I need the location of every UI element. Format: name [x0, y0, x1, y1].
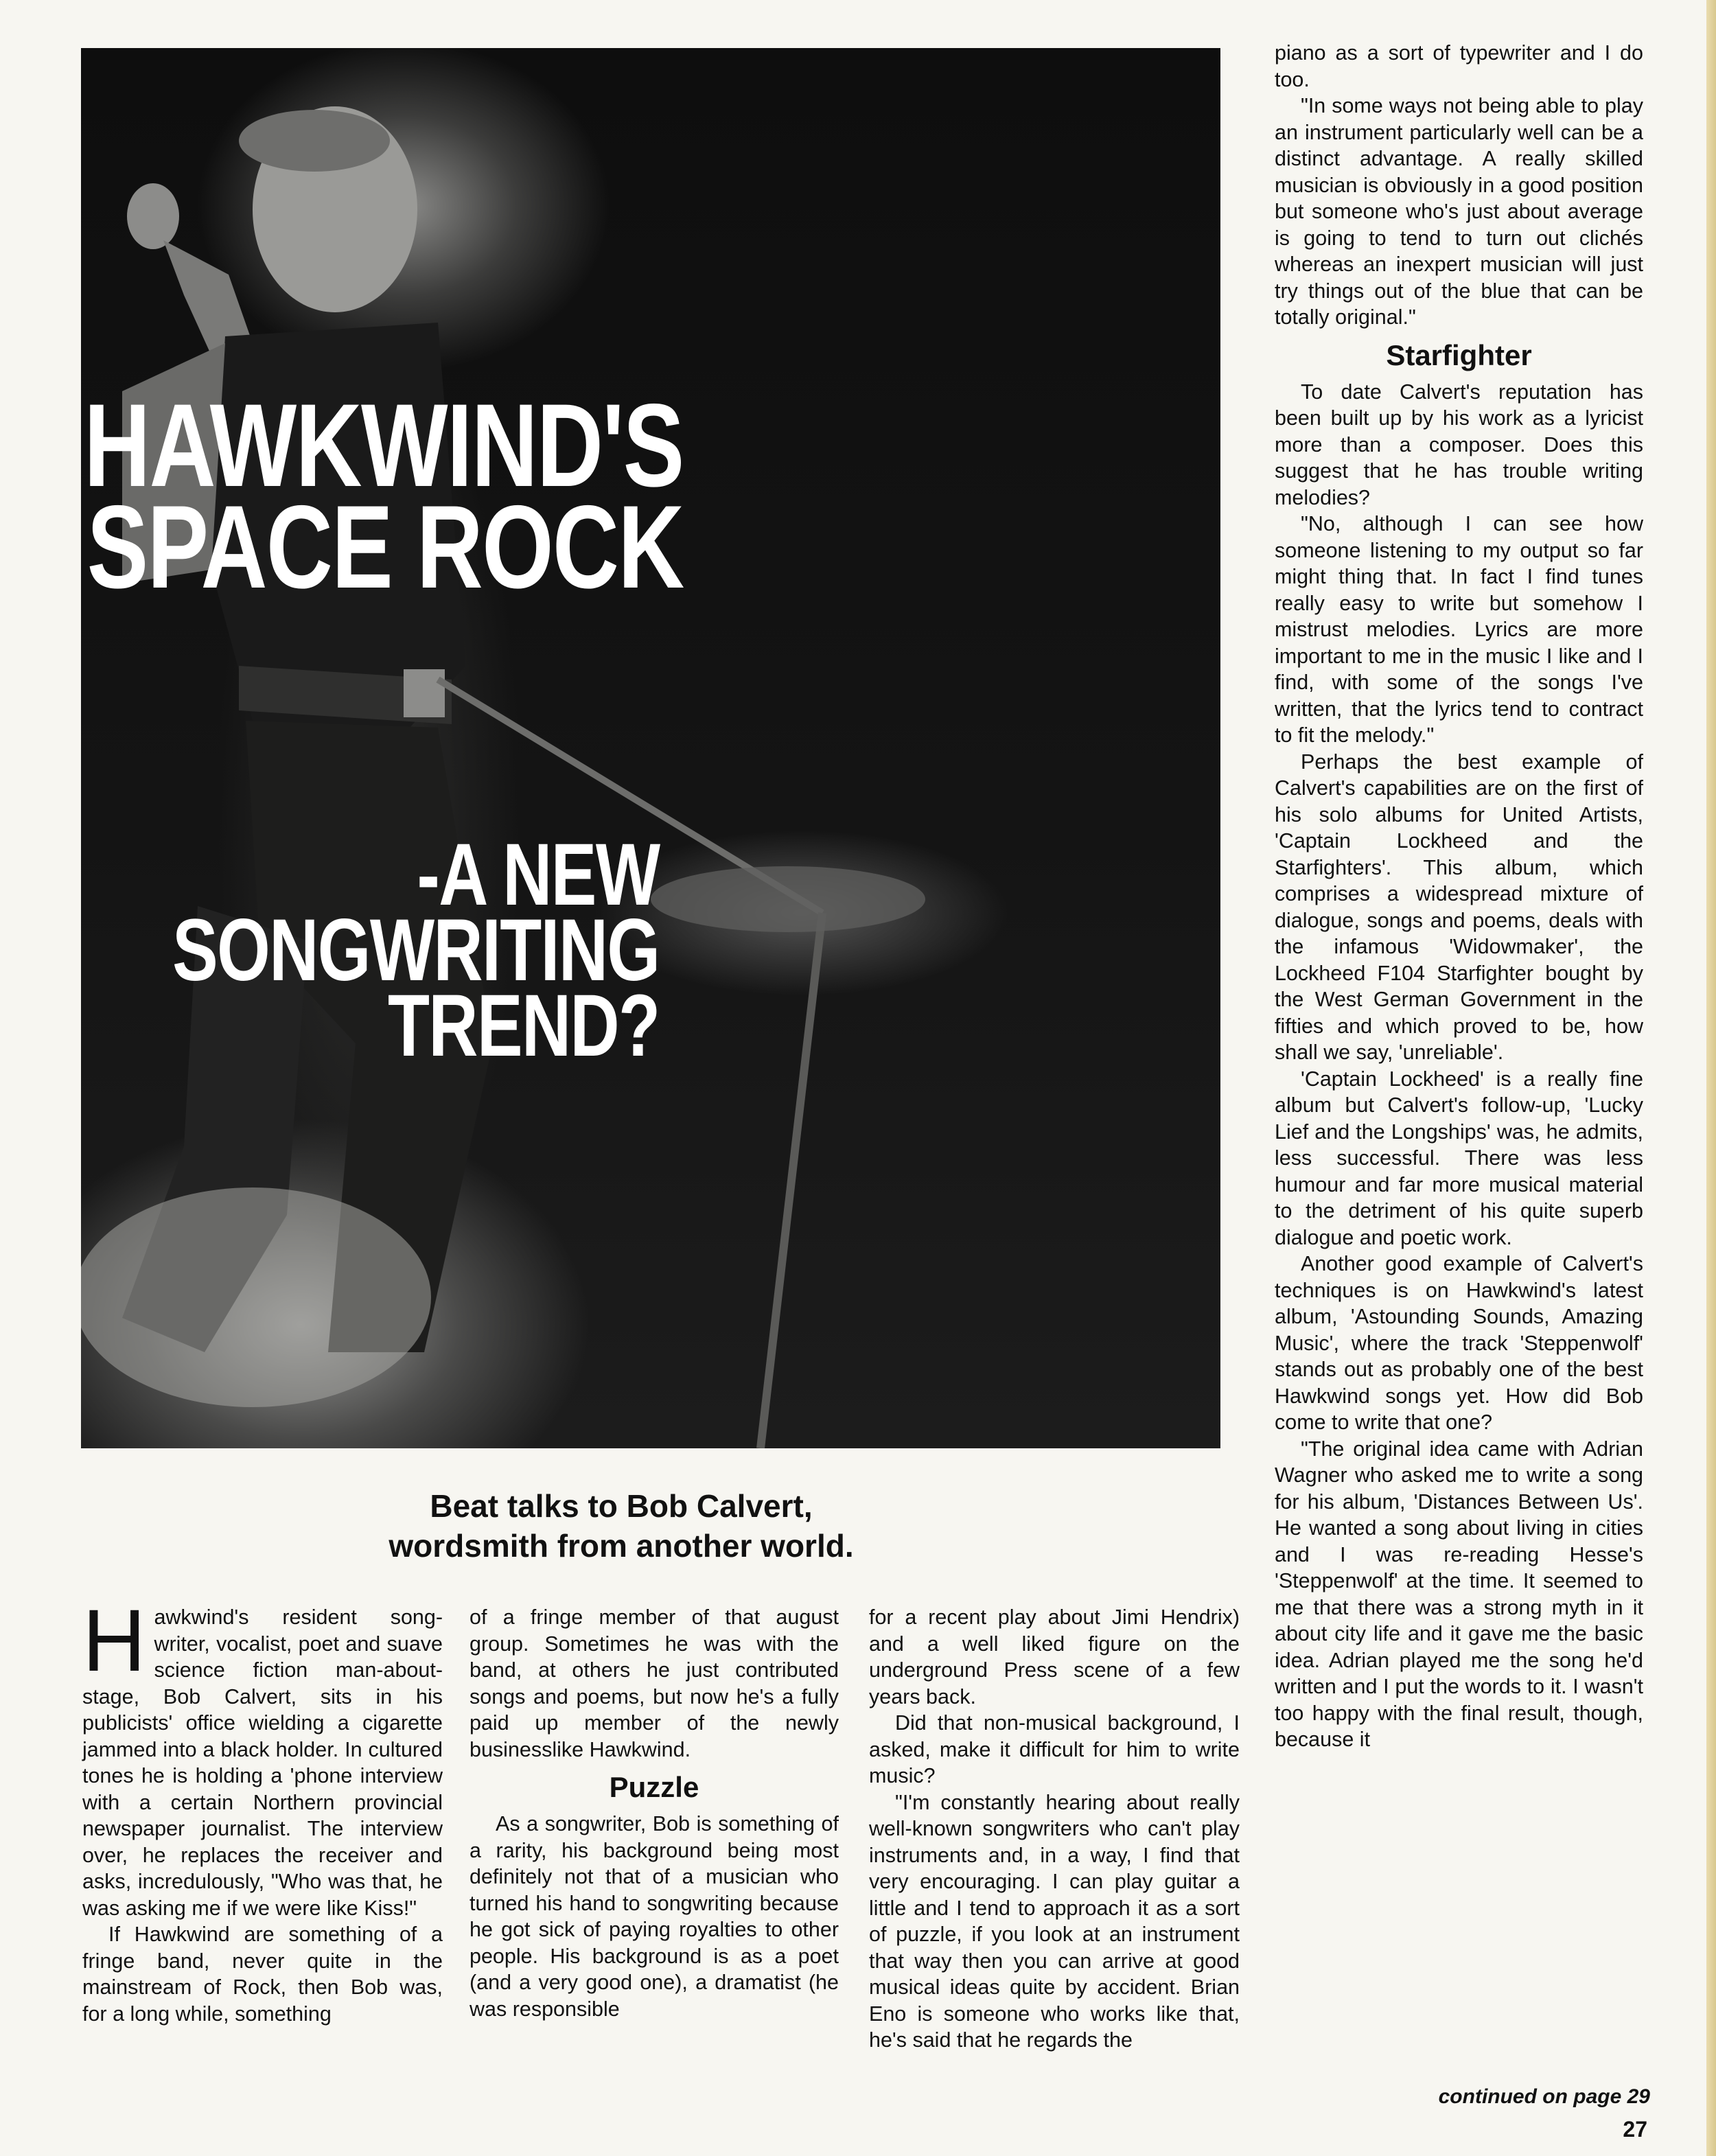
- performer-silhouette: [81, 48, 1220, 1448]
- paragraph: "The original idea came with Adrian Wagner who asked me to write a song for his album, 'Distances Between Us'. He wanted a song about living in cities and I was re-reading Hesse's 'Steppenwolf' at the time. It seemed to me that there was a strong myth in it about city life and it gave me the basic idea. Adrian played me the song he'd written and I put the words to it. I wasn't too happy with the final result, though, because it: [1275, 1437, 1643, 1751]
- standfirst-line-1: Beat talks to Bob Calvert,: [430, 1488, 813, 1524]
- headline-line-1: HAWKWIND'S: [84, 380, 684, 511]
- concert-photo: [81, 48, 1220, 1448]
- article-column-2: [469, 1604, 839, 2022]
- article-column-3: [869, 1604, 1240, 2054]
- standfirst-line-2: wordsmith from another world.: [389, 1528, 854, 1564]
- paragraph: of a fringe member of that august group. Sometimes he was with the band, at others he just contributed songs and poems, but now he's a fully paid up member of the newly businesslike Hawkwind.: [469, 1606, 839, 1761]
- paragraph: [82, 1592, 443, 1921]
- headline-line-5: TREND?: [387, 977, 659, 1075]
- headline-main: [84, 380, 684, 613]
- paragraph: piano as a sort of typewriter and I do too.: [1275, 41, 1643, 91]
- paragraph: To date Calvert's reputation has been built up by his work as a lyricist more than a composer. Does this suggest that he has trouble writing melodies?: [1275, 380, 1643, 509]
- headline-line-2: SPACE ROCK: [87, 481, 684, 613]
- paragraph: Perhaps the best example of Calvert's capabilities are on the first of his solo albums for United Artists, 'Captain Lockheed and the Starfighters'. This album, which comprises a widespread mixture of dialogue, songs and poems, deals with the infamous 'Widowmaker', the Lockheed F104 Starfighter bought by the West German Government in the fifties and which proved to be, how shall we say, 'unreliable'.: [1275, 750, 1643, 1064]
- section-heading-puzzle: Puzzle: [609, 1771, 699, 1803]
- paragraph: Another good example of Calvert's techniques is on Hawkwind's latest album, 'Astounding Sounds, Amazing Music', where the track 'Steppenwolf' stands out as probably one of the best Hawkwind songs yet. How did Bob come to write that one?: [1275, 1252, 1643, 1434]
- paragraph-text: awkwind's resident song-writer, vocalist, poet and suave science fiction man-about-stage, Bob Calvert, sits in his publicists' office wielding a cigarette jammed into a black holder. In cultured tones he is holding a 'phone interview with a certain Northern provincial newspaper journalist. The interview over, he replaces the receiver and asks, incredulously, "Who was that, he was asking me if we were like Kiss!": [82, 1606, 443, 1920]
- headline-line-3: -A NEW: [417, 826, 659, 924]
- standfirst: [247, 1486, 995, 1566]
- page-edge: [1706, 0, 1716, 2156]
- section-heading-starfighter: Starfighter: [1386, 338, 1532, 371]
- paragraph: 'Captain Lockheed' is a really fine album but Calvert's follow-up, 'Lucky Lief and the Longships' was, he admits, less successful. There was less humour and far more musical material to the detriment of his quite superb dialogue and poetic work.: [1275, 1067, 1643, 1249]
- headline-line-4: SONGWRITING: [172, 901, 659, 999]
- article-column-4: [1275, 40, 1643, 1753]
- paragraph: If Hawkwind are something of a fringe band, never quite in the mainstream of Rock, then Bob was, for a long while, something: [82, 1923, 443, 2026]
- paragraph: Did that non-musical background, I asked, make it difficult for him to write music?: [869, 1711, 1240, 1787]
- headline-question: [172, 826, 659, 1075]
- paragraph: "In some ways not being able to play an instrument particularly well can be a distinct advantage. A really skilled musician is obviously in a good position but someone who's just about average is going to tend to turn out clichés whereas an inexpert musician will just try things out of the blue that can be totally original.": [1275, 94, 1643, 329]
- article-column-1: [82, 1592, 443, 2027]
- drop-cap: H: [82, 1592, 146, 1690]
- page-number: 27: [1623, 2117, 1647, 2142]
- paragraph: for a recent play about Jimi Hendrix) and a well liked figure on the underground Press scene of a few years back.: [869, 1606, 1240, 1708]
- continued-note: continued on page 29: [1438, 2085, 1650, 2108]
- paragraph: "I'm constantly hearing about really well-known songwriters who can't play instruments and, in a way, I find that very encouraging. I can play guitar a little and I tend to approach it as a sort of puzzle, if you look at an instrument that way then you can arrive at good musical ideas quite by accident. Brian Eno is someone who works like that, he's said that he regards the: [869, 1790, 1240, 2052]
- paragraph: As a songwriter, Bob is something of a rarity, his background being most definitely not that of a musician who turned his hand to songwriting because he got sick of paying royalties to other people. His background is as a poet (and a very good one), a dramatist (he was responsible: [469, 1812, 839, 2021]
- paragraph: "No, although I can see how someone listening to my output so far might thing that. In fact I find tunes really easy to write but somehow I mistrust melodies. Lyrics are more important to me in the music I like and I find, with some of the songs I've written, that the lyrics tend to contract to fit the melody.": [1275, 512, 1643, 747]
